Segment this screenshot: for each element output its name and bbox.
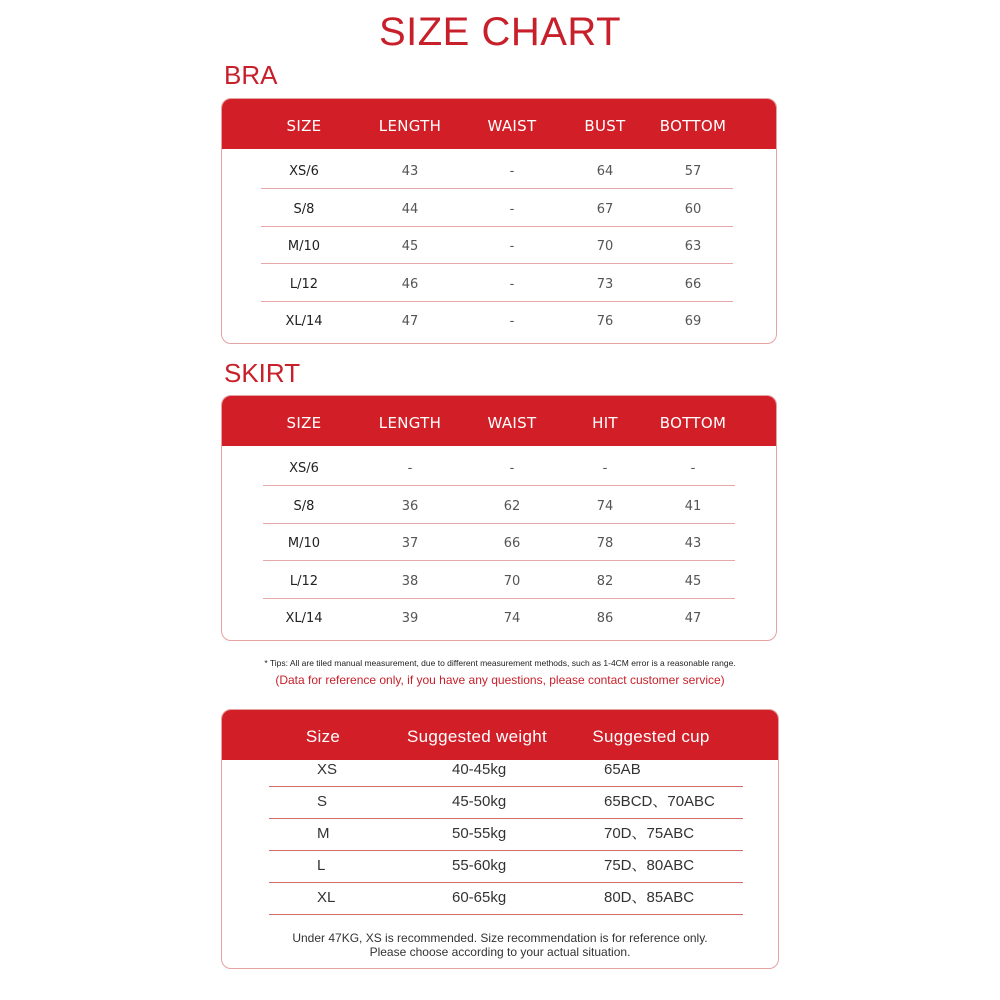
bra-cell-size: S/8 [293, 201, 315, 217]
bra-header-waist: WAIST [487, 117, 537, 135]
bra-table-row [222, 227, 777, 264]
tips-measurement: * Tips: All are tiled manual measurement, due to different measurement methods, such as 1-4CM error is a reasonable range. [264, 658, 736, 668]
bra-header-bust: BUST [584, 117, 626, 135]
skirt-cell-bottom: - [690, 461, 696, 476]
bra-table-row [222, 302, 777, 339]
rec-cell-weight: 60-65kg [452, 889, 507, 906]
skirt-cell-waist: 62 [503, 498, 521, 514]
bra-header-length: LENGTH [378, 117, 442, 135]
rec-cell-size: S [317, 793, 328, 810]
tips-reference: (Data for reference only, if you have any questions, please contact customer service) [275, 673, 725, 687]
bra-cell-col4: 70 [596, 239, 614, 254]
skirt-cell-bottom: 41 [684, 498, 702, 514]
rec-cell-cup: 75D、80ABC [604, 857, 695, 874]
rec-header-cup: Suggested cup [592, 727, 710, 746]
skirt-section-title: SKIRT [224, 358, 301, 388]
rec-cell-cup: 65AB [604, 761, 641, 778]
skirt-cell-waist: 70 [503, 573, 521, 589]
skirt-table-row [222, 449, 777, 486]
skirt-cell-length: 38 [401, 573, 419, 589]
skirt-cell-length: - [407, 461, 413, 476]
skirt-table-header [222, 396, 776, 446]
skirt-cell-waist: 66 [503, 536, 521, 551]
rec-header-weight: Suggested weight [407, 727, 547, 746]
bra-cell-bottom: 63 [684, 239, 702, 254]
skirt-cell-size: M/10 [287, 536, 321, 551]
skirt-cell-col4: 82 [596, 573, 614, 589]
skirt-cell-size: L/12 [289, 573, 319, 589]
bra-header-bottom: BOTTOM [659, 117, 727, 135]
skirt-table-row [222, 487, 777, 524]
skirt-cell-bottom: 47 [684, 611, 702, 626]
skirt-header-hit: HIT [592, 414, 618, 432]
rec-cell-size: XL [317, 889, 336, 906]
bra-cell-bottom: 60 [684, 201, 702, 217]
bra-table-row [222, 265, 777, 302]
recommendation-table-row [222, 755, 779, 787]
rec-cell-weight: 40-45kg [452, 761, 507, 778]
skirt-cell-bottom: 43 [684, 536, 702, 551]
bra-cell-waist: - [509, 314, 515, 329]
bra-section-title: BRA [224, 60, 278, 90]
skirt-cell-length: 36 [401, 498, 419, 514]
recommendation-table-row [222, 819, 779, 851]
recommendation-note-line-2: Please choose according to your actual situation. [369, 945, 631, 959]
bra-table-row [222, 190, 777, 227]
skirt-cell-size: XS/6 [289, 461, 319, 476]
rec-cell-cup: 65BCD、70ABC [604, 793, 715, 810]
recommendation-row-divider [269, 914, 743, 915]
size-recommendation-table [221, 709, 779, 969]
skirt-cell-col4: - [602, 461, 608, 476]
recommendation-table-row [222, 851, 779, 883]
rec-cell-cup: 70D、75ABC [604, 825, 695, 842]
bra-table-header [222, 99, 776, 149]
rec-cell-size: M [317, 825, 330, 842]
rec-cell-size: XS [317, 761, 338, 778]
bra-cell-waist: - [509, 239, 515, 254]
recommendation-table-row [222, 883, 779, 915]
skirt-table-row [222, 524, 777, 561]
bra-cell-col4: 67 [596, 201, 614, 217]
bra-size-table [221, 98, 777, 344]
skirt-size-table [221, 395, 777, 641]
skirt-cell-col4: 86 [596, 611, 614, 626]
skirt-cell-size: XL/14 [285, 611, 323, 626]
skirt-header-length: LENGTH [378, 414, 442, 432]
rec-cell-size: L [317, 857, 326, 874]
skirt-cell-col4: 78 [596, 536, 614, 551]
bra-cell-bottom: 66 [684, 276, 702, 292]
recommendation-note-line-1: Under 47KG, XS is recommended. Size recommendation is for reference only. [292, 931, 708, 945]
skirt-cell-col4: 74 [596, 498, 614, 514]
bra-table-row [222, 152, 777, 189]
bra-header-size: SIZE [286, 117, 322, 135]
rec-cell-weight: 45-50kg [452, 793, 507, 810]
recommendation-table-header [222, 710, 778, 760]
bra-cell-length: 47 [401, 314, 419, 329]
bra-cell-length: 46 [401, 276, 419, 292]
rec-cell-weight: 55-60kg [452, 857, 507, 874]
bra-cell-length: 43 [401, 164, 419, 179]
skirt-cell-bottom: 45 [684, 573, 702, 589]
bra-cell-bottom: 57 [684, 164, 702, 179]
bra-cell-length: 44 [401, 201, 419, 217]
bra-cell-size: XS/6 [289, 164, 319, 179]
rec-cell-weight: 50-55kg [452, 825, 507, 842]
bra-cell-size: XL/14 [285, 314, 323, 329]
bra-cell-size: L/12 [289, 276, 319, 292]
skirt-table-row [222, 562, 777, 599]
bra-cell-length: 45 [401, 239, 419, 254]
skirt-cell-length: 39 [401, 611, 419, 626]
recommendation-table-row [222, 787, 779, 819]
bra-cell-bottom: 69 [684, 314, 702, 329]
page-title: SIZE CHART [378, 10, 622, 54]
skirt-header-size: SIZE [286, 414, 322, 432]
bra-cell-size: M/10 [287, 239, 321, 254]
skirt-cell-length: 37 [401, 536, 419, 551]
bra-cell-col4: 76 [596, 314, 614, 329]
skirt-cell-waist: - [509, 461, 515, 476]
bra-cell-waist: - [509, 276, 515, 292]
rec-cell-cup: 80D、85ABC [604, 889, 695, 906]
skirt-cell-waist: 74 [503, 611, 521, 626]
skirt-table-row [222, 599, 777, 636]
bra-cell-col4: 73 [596, 276, 614, 292]
bra-cell-waist: - [509, 201, 515, 217]
skirt-header-bottom: BOTTOM [659, 414, 727, 432]
bra-cell-waist: - [509, 164, 515, 179]
skirt-header-waist: WAIST [487, 414, 537, 432]
rec-header-size: Size [305, 727, 341, 746]
skirt-cell-size: S/8 [293, 498, 315, 514]
bra-cell-col4: 64 [596, 164, 614, 179]
